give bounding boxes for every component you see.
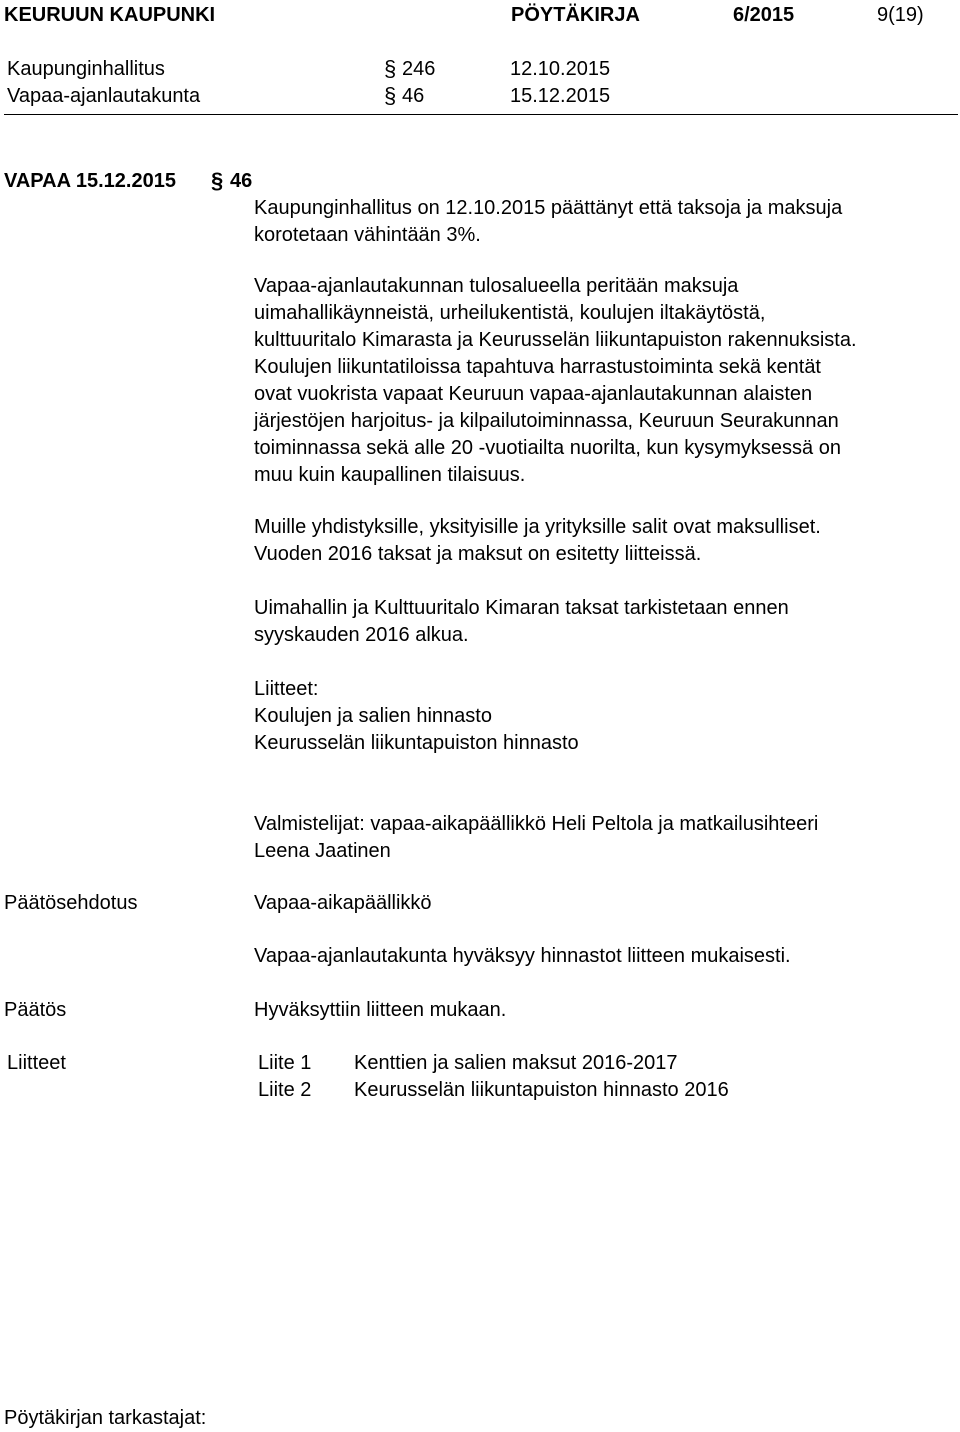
reference-body: Kaupunginhallitus [7, 58, 165, 80]
section-sign: § [384, 56, 397, 81]
attachments-label: Liitteet: [254, 678, 319, 700]
reviewers-label: Pöytäkirjan tarkastajat: [4, 1407, 207, 1429]
reference-number: 46 [402, 85, 425, 107]
document-number: 6/2015 [733, 4, 795, 26]
paragraph-line: Vapaa-ajanlautakunnan tulosalueella peritään maksuja [254, 275, 739, 297]
appendix-title: Keurusselän liikuntapuiston hinnasto 2016 [354, 1079, 729, 1101]
paragraph-line: Uimahallin ja Kulttuuritalo Kimaran taksat tarkistetaan ennen [254, 597, 789, 619]
appendix-title: Kenttien ja salien maksut 2016-2017 [354, 1052, 678, 1074]
proposal-label: Päätösehdotus [4, 892, 138, 914]
paragraph-line: uimahallikäynneistä, urheilukentistä, koulujen iltakäytöstä, [254, 302, 766, 324]
paragraph-line: Muille yhdistyksille, yksityisille ja yrityksille salit ovat maksulliset. [254, 516, 821, 538]
paragraph-line: muu kuin kaupallinen tilaisuus. [254, 464, 526, 486]
paragraph-line: korotetaan vähintään 3%. [254, 224, 481, 246]
decision-text: Hyväksyttiin liitteen mukaan. [254, 999, 507, 1021]
reference-number: 246 [402, 58, 436, 80]
reference-date: 12.10.2015 [510, 58, 611, 80]
page-number: 9(19) [877, 4, 924, 26]
section-heading-prefix: VAPAA 15.12.2015 [4, 170, 176, 192]
preparers-line: Leena Jaatinen [254, 840, 391, 862]
proposer: Vapaa-aikapäällikkö [254, 892, 432, 914]
paragraph-line: ovat vuokrista vapaat Keuruun vapaa-ajanlautakunnan alaisten [254, 383, 813, 405]
paragraph-line: syyskauden 2016 alkua. [254, 624, 469, 646]
document-type: PÖYTÄKIRJA [511, 4, 640, 26]
decision-label: Päätös [4, 999, 67, 1021]
attachment-item: Keurusselän liikuntapuiston hinnasto [254, 732, 579, 754]
paragraph-line: Kaupunginhallitus on 12.10.2015 päättänyt että taksoja ja maksuja [254, 197, 843, 219]
section-sign: § [211, 168, 224, 193]
appendix-id: Liite 1 [258, 1052, 312, 1074]
section-sign: § [384, 83, 397, 108]
paragraph-line: järjestöjen harjoitus- ja kilpailutoiminnassa, Keuruun Seurakunnan [254, 410, 839, 432]
preparers-line: Valmistelijat: vapaa-aikapäällikkö Heli Peltola ja matkailusihteeri [254, 813, 819, 835]
reference-date: 15.12.2015 [510, 85, 611, 107]
attachment-item: Koulujen ja salien hinnasto [254, 705, 492, 727]
paragraph-line: toiminnassa sekä alle 20 -vuotiailta nuorilta, kun kysymyksessä on [254, 437, 841, 459]
paragraph-line: Vuoden 2016 taksat ja maksut on esitetty liitteissä. [254, 543, 702, 565]
paragraph-line: kulttuuritalo Kimarasta ja Keurusselän liikuntapuiston rakennuksista. [254, 329, 857, 351]
header-divider [4, 114, 958, 115]
municipality-name: KEURUUN KAUPUNKI [4, 4, 216, 26]
proposal-text: Vapaa-ajanlautakunta hyväksyy hinnastot liitteen mukaisesti. [254, 945, 791, 967]
appendix-id: Liite 2 [258, 1079, 312, 1101]
paragraph-line: Koulujen liikuntatiloissa tapahtuva harrastustoiminta sekä kentät [254, 356, 821, 378]
section-heading-number: 46 [230, 170, 253, 192]
reference-body: Vapaa-ajanlautakunta [7, 85, 201, 107]
appendices-label: Liitteet [7, 1052, 66, 1074]
